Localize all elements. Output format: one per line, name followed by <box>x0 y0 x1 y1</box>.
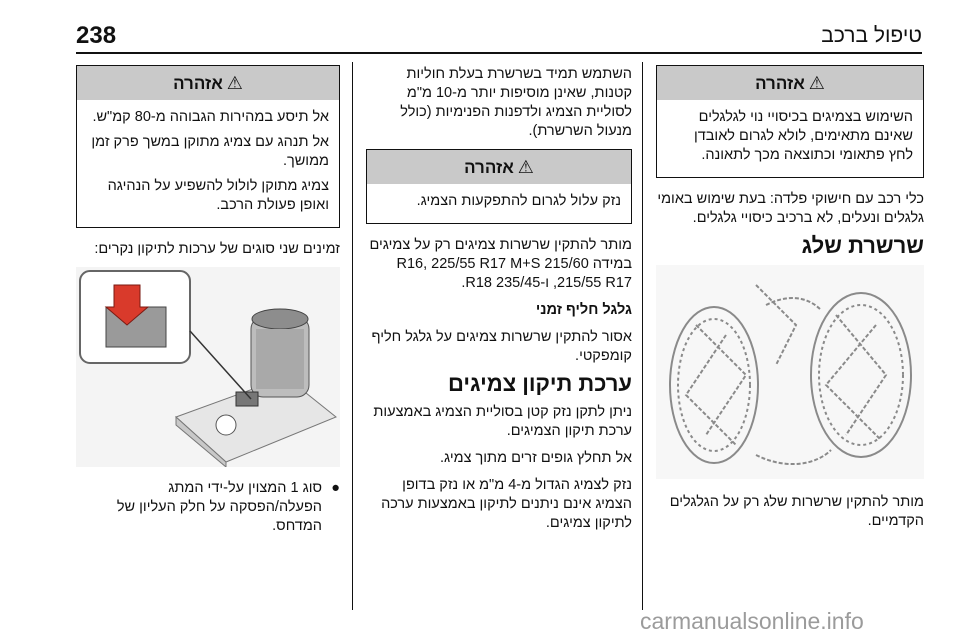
warning-triangle-icon: ⚠ <box>517 157 534 177</box>
column-divider-left <box>352 62 353 610</box>
warning-header: ⚠אזהרה <box>657 66 923 100</box>
warning-text: השימוש בצמיגים בכיסויי נוי לגלגלים שאינם מתאימים, לולא לגרום לאובדן לחץ פתאומי וכתוצאה מכך לתאונה. <box>693 109 913 163</box>
tire-repair-kit-image <box>76 267 340 467</box>
warning-triangle-icon: ⚠ <box>226 73 243 93</box>
warning-body <box>657 100 923 177</box>
paragraph: כלי רכב עם חישוקי פלדה: בעת שימוש באומי גלגלים ונעלים, לא ברכיב כיסויי גלגלים. <box>657 191 924 226</box>
header-rule <box>76 52 922 54</box>
watermark: carmanualsonline.info <box>640 608 864 634</box>
section-title: שרשרת שלג <box>801 233 924 258</box>
page-header <box>76 22 922 50</box>
warning-box <box>656 65 924 178</box>
paragraph: מותר להתקין שרשרות צמיגים רק על צמיגים במידה 215/60 R16, 225/55 R17 M+S ,215/55 R17 ו-235/45 R18. <box>369 237 632 291</box>
snow-chain-image <box>656 265 924 479</box>
page-title: טיפול ברכב <box>821 24 922 47</box>
column-divider-right <box>642 62 643 610</box>
paragraph: ניתן לתקן נזק קטן בסוליית הצמיג באמצעות ערכת תיקון הצמיגים. <box>373 404 632 439</box>
warning-body <box>367 184 631 223</box>
section-title: ערכת תיקון צמיגים <box>447 371 632 396</box>
warning-box <box>366 149 632 224</box>
compressor-illustration <box>76 267 340 467</box>
column-middle <box>366 65 632 541</box>
warning-header: ⚠אזהרה <box>367 150 631 184</box>
warning-body <box>77 100 339 227</box>
snow-chain-illustration <box>656 265 924 479</box>
page-number: 238 <box>76 22 117 49</box>
warning-triangle-icon: ⚠ <box>808 73 825 93</box>
warning-text: אל תיסע במהירות הגבוהה מ-80 קמ"ש. <box>92 109 329 125</box>
warning-text: צמיג מתוקן לולול להשפיע על הנהיגה ואופן פעולת הרכב. <box>107 178 329 213</box>
subheading: גלגל חליף זמני <box>535 302 632 318</box>
warning-header: ⚠אזהרה <box>77 66 339 100</box>
bullet-text: סוג 1 המצוין על-ידי המתג הפעלה/הפסקה על חלק העליון של המדחס. <box>116 480 322 534</box>
column-left <box>76 65 340 544</box>
warning-text: נזק עלול לגרום להתפקעות הצמיג. <box>416 193 621 209</box>
bullet-dot: ● <box>331 480 340 496</box>
paragraph: אסור להתקין שרשרות צמיגים על גלגל חליף קומפקטי. <box>371 329 632 364</box>
paragraph: אל תחלץ גופים זרים מתוך צמיג. <box>440 450 632 466</box>
paragraph: זמינים שני סוגים של ערכות לתיקון נקרים: <box>94 241 340 257</box>
paragraph: נזק לצמיג הגדול מ-4 מ"מ או נזק בדופן הצמיג אינם ניתנים לתיקון באמצעות ערכה לתיקון צמיגים. <box>381 477 632 531</box>
image-caption: מותר להתקין שרשרות שלג רק על הגלגלים הקדמיים. <box>669 494 924 529</box>
warning-box <box>76 65 340 228</box>
intro-paragraph: השתמש תמיד בשרשרת בעלת חוליות קטנות, שאינן מוסיפות יותר מ-10 מ"מ לסוליית הצמיג ולדפנות הפנימיות (כולל מנעול השרשרת). <box>400 66 632 139</box>
column-right <box>656 65 924 539</box>
bullet-item <box>76 479 340 536</box>
warning-text: אל תנהג עם צמיג מתוקן במשך פרק זמן ממושך. <box>91 134 329 169</box>
